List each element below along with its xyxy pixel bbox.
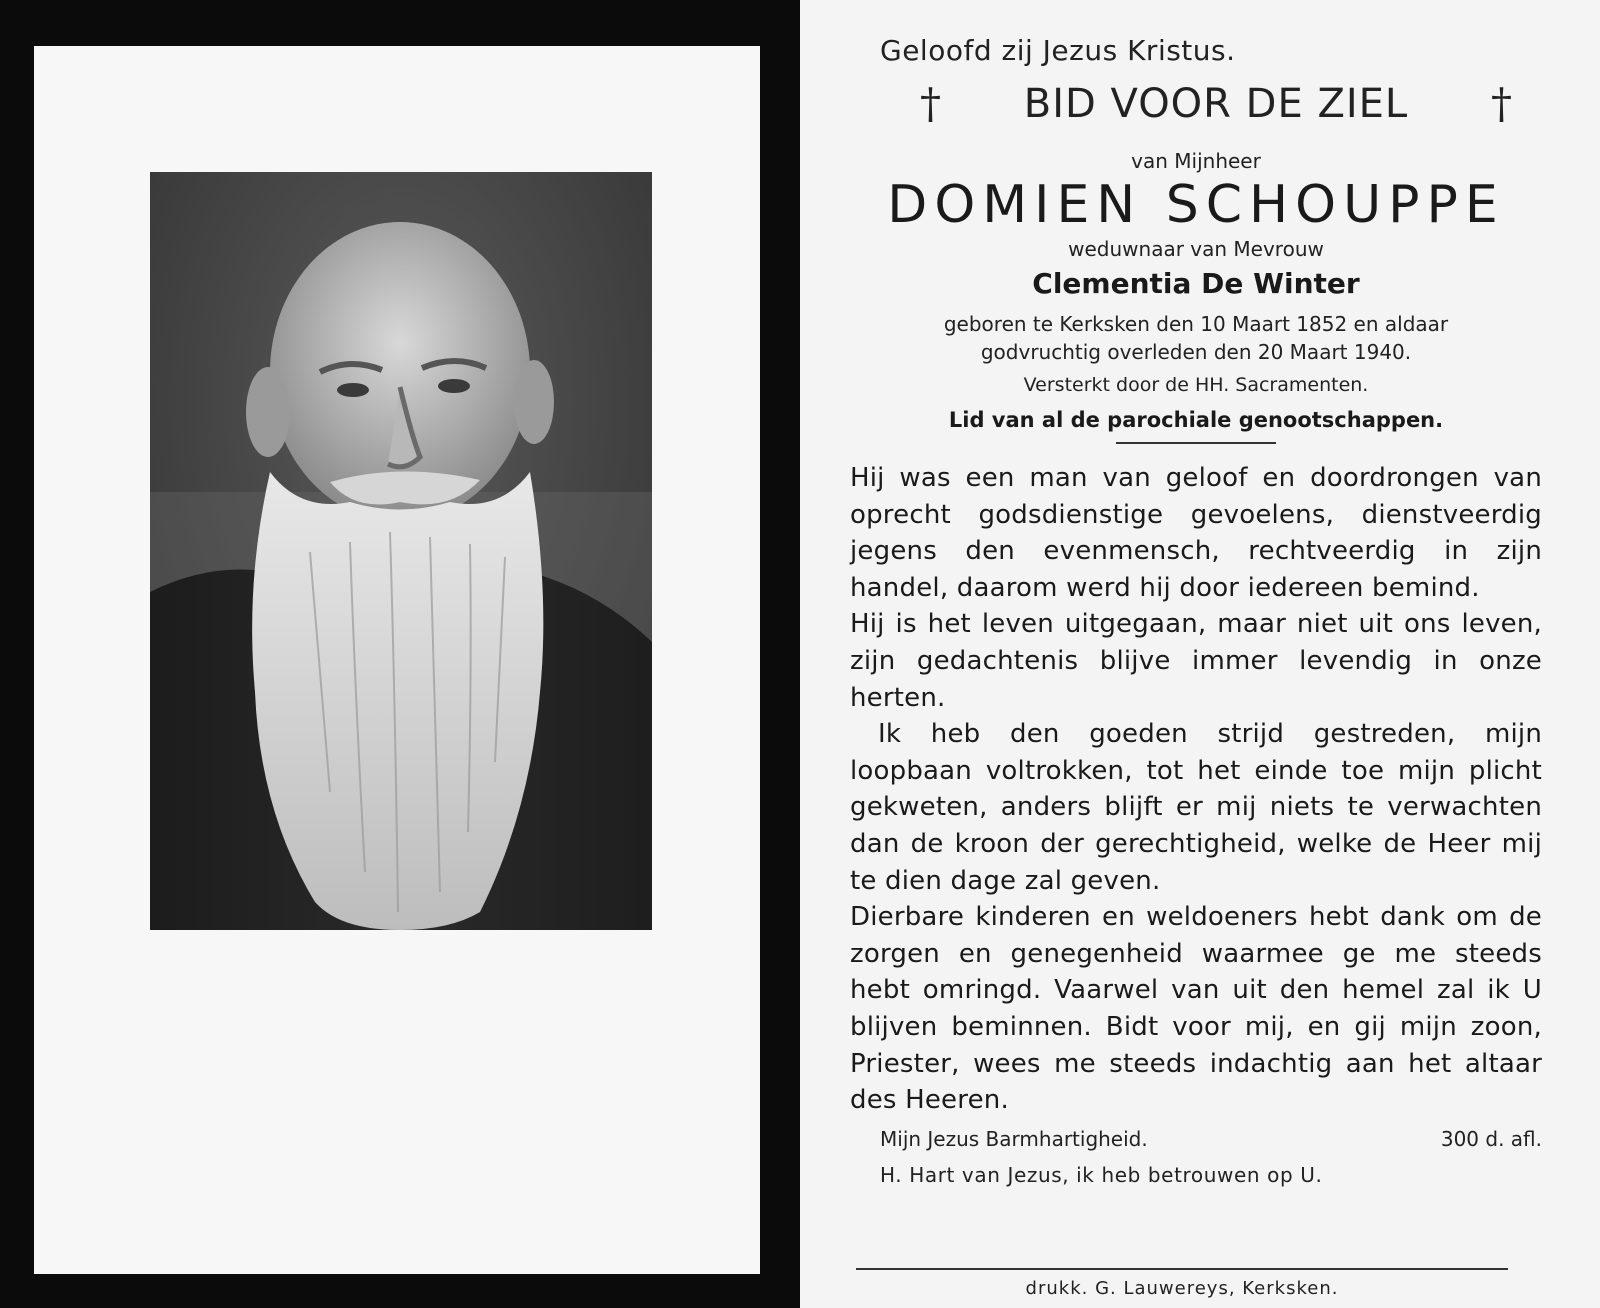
prayer-heading: BID VOOR DE ZIEL (1023, 81, 1409, 127)
cross-icon: † (920, 79, 941, 128)
portrait-photo (150, 172, 652, 930)
memorial-text (850, 460, 1542, 1119)
honorific: van Mijnheer (1131, 149, 1261, 173)
portrait-illustration (150, 172, 652, 930)
text-card-panel (800, 0, 1600, 1308)
text-content (850, 28, 1542, 1187)
prayer-row (850, 79, 1542, 129)
photo-mat (34, 46, 760, 1274)
printer-credit: drukk. G. Lauwereys, Kerksken. (1025, 1278, 1339, 1299)
ejaculation-text: Mijn Jezus Barmhartigheid. (880, 1126, 1148, 1151)
death-line: godvruchtig overleden den 20 Maart 1940. (980, 340, 1412, 364)
footer-divider (856, 1268, 1508, 1270)
widower-line: weduwnaar van Mevrouw (1068, 237, 1324, 261)
birth-death-info (850, 310, 1542, 366)
spouse-name: Clementia De Winter (1032, 267, 1360, 300)
cross-icon: † (1491, 79, 1512, 128)
ejaculation-row (850, 1127, 1542, 1151)
indulgence-text: 300 d. afl. (1440, 1126, 1542, 1151)
opening-line: Geloofd zij Jezus Kristus. (880, 34, 1236, 67)
paragraph: Dierbare kinderen en weldoeners hebt dank om de zorgen en genegenheid waarmee ge me steeds hebt omringd. Vaarwel van uit den hemel zal ik U blijven beminnen. Bidt voor mij, en gij mijn zoon, Priester, wees me steeds indachtig aan het altaar des Heeren. (850, 902, 1542, 1116)
deceased-name: DOMIEN SCHOUPPE (887, 175, 1505, 235)
membership-line: Lid van al de parochiale genootschappen. (948, 408, 1444, 432)
divider (1116, 442, 1276, 444)
ejaculation-text-2: H. Hart van Jezus, ik heb betrouwen op U. (880, 1162, 1323, 1187)
paragraph: Ik heb den goeden strijd gestreden, mijn loopbaan voltrokken, tot het einde toe mijn plicht gekweten, anders blijft er mij niets te verwachten dan de kroon der gerechtigheid, welke de Heer mij te dien dage zal geven. (850, 719, 1542, 896)
birth-line: geboren te Kerksken den 10 Maart 1852 en aldaar (943, 312, 1449, 336)
paragraph: Hij was een man van geloof en doordrongen van oprecht godsdienstige gevoelens, dienstveerdig jegens den evenmensch, rechtveerdig in zijn handel, daarom werd hij door iedereen bemind. (850, 463, 1542, 603)
paragraph: Hij is het leven uitgegaan, maar niet uit ons leven, zijn gedachtenis blijve immer levendig in onze herten. (850, 609, 1542, 713)
sacraments-line: Versterkt door de HH. Sacramenten. (1023, 374, 1369, 396)
